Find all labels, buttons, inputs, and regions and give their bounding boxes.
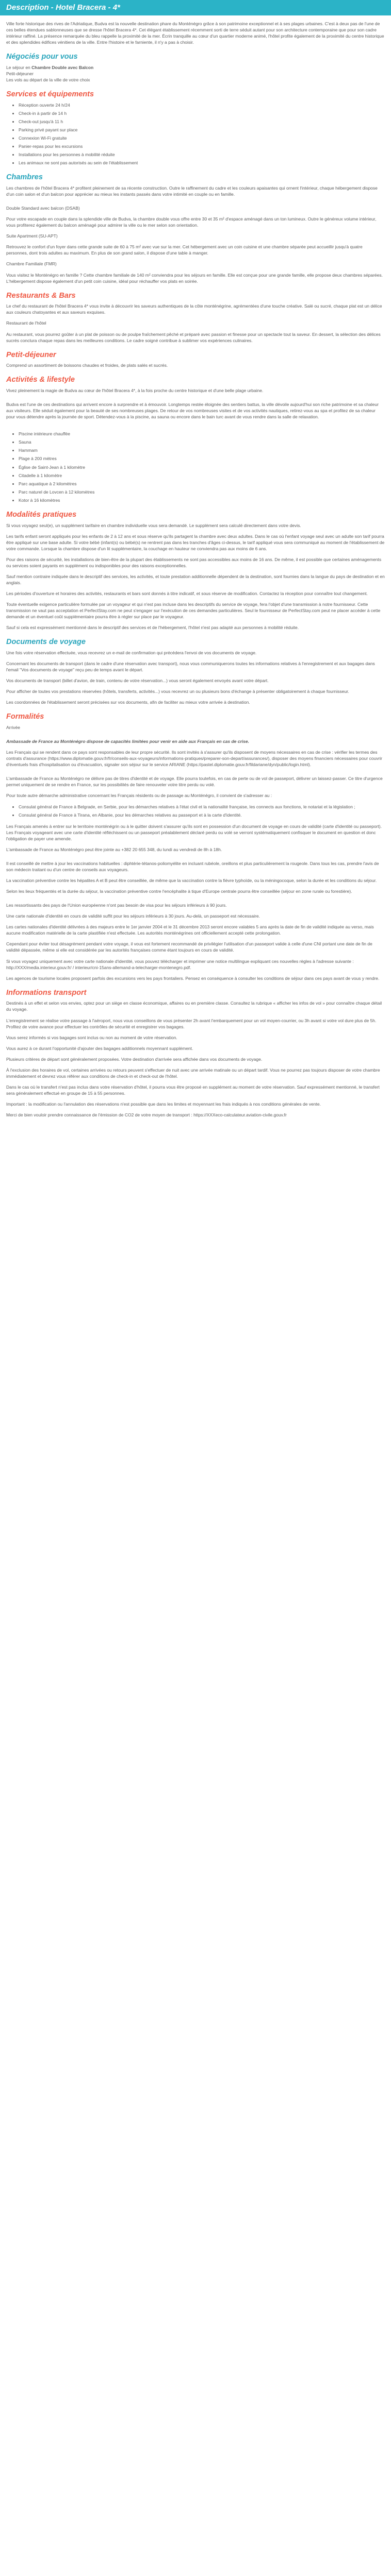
- section-title-negocies: Négociés pour vous: [6, 53, 78, 61]
- modalites-paragraph: Sauf mention contraire indiquée dans le descriptif des services, les activités, et toute prestation additionnelle dépendent de la destination, sont fournies dans la langue du pays de destination et en anglais.: [6, 573, 385, 585]
- activites-paragraph: Vivez pleinement la magie de Budva au cœur de l'hôtel Bracera 4*, à la fois proche du centre historique et d'une belle plage urbaine.: [6, 388, 264, 394]
- list-item: • Piscine intérieure chauffée: [19, 431, 385, 437]
- transport-paragraph: À l'exclusion des horaires de vol, certaines arrivées ou retours peuvent s'effectuer de nuit avec une arrivée matinale ou un départ tardif. Vous ne pourrez pas toujours disposer de votre chambre immédiatement et devrez vous référer aux conditions de check-in et check-out de l'hôtel.: [6, 1067, 380, 1079]
- chambres-paragraph: Retrouvez le confort d'un foyer dans cette grande suite de 60 à 75 m² avec vue sur la mer. Cet hébergement avec un coin cuisine et une chambre séparée peut accueillir jusqu'à quatre personnes, dont trois adultes au maximum. En plus de son grand salon, il dispose d'une table à manger.: [6, 244, 363, 256]
- documents-paragraph: Vos documents de transport (billet d'avion, de train, contenu de votre réservation...) vous seront également envoyés avant votre départ.: [6, 678, 269, 684]
- negocies-block: [6, 64, 385, 83]
- chambres-paragraph: Les chambres de l'hôtel Bracera 4* profitent pleinement de sa récente construction. Outre le raffinement du cadre et les couleurs apaisantes qui ornent l'intérieur, chaque hébergement dispose d'un coin salon et d'un balcon pour apprécier au mieux les instants passés dans votre intimité en couple ou en famille.: [6, 185, 378, 197]
- section-title-modalites: Modalités pratiques: [6, 510, 77, 519]
- list-item: • Kotor à 16 kilomètres: [19, 497, 385, 503]
- activites-paragraph: Budva est l'une de ces destinations qui arrivent encore à surprendre et à émouvoir. Longtemps restée éloignée des sentiers battus, la ville dévoile aujourd'hui son riche patrimoine et sa chaleur aux visiteurs. Elle séduit également pour la beauté de ses nombreuses plages. De retour de vos nombreuses visites et de vos activités nautiques, retirez-vous au spa et profitez de sa chaleur pour vous détendre après la journée de sport. Détendez-vous à la piscine, au sauna ou encore dans le bain turc avant de vous rendre dans la salle de relaxation.: [6, 402, 379, 420]
- formalites-paragraph: La vaccination préventive contre les hépatites A et B peut être conseillée, de même que la vaccination contre la fièvre typhoïde, ou la méningocoque, selon la durée et les conditions du séjour.: [6, 878, 377, 884]
- negocies-line3: Les vols au départ de la ville de votre choix: [6, 77, 90, 83]
- section-title-formalites: Formalités: [6, 713, 44, 721]
- section-title-services: Services et équipements: [6, 90, 94, 99]
- transport-paragraph: Merci de bien vouloir prendre connaissance de l'émission de CO2 de votre moyen de transport : https://XXXeco-calculateur.aviation-civile.gouv.fr: [6, 1112, 287, 1118]
- negocies-line2: Petit-déjeuner: [6, 71, 34, 76]
- formalites-paragraph: Il est conseillé de mettre à jour les vaccinations habituelles : diphtérie-tétanos-poliomyélite en incluant rubéole, oreillons et plus particulièrement la rougeole. Dans tous les cas, prendre l'avis de son médecin traitant ou d'un centre de conseils aux voyageurs.: [6, 860, 379, 872]
- list-item: • Église de Saint-Jean à 1 kilomètre: [19, 464, 385, 470]
- formalites-paragraph: Les Français qui se rendent dans ce pays sont responsables de leur propre sécurité. Ils sont invités à s'assurer qu'ils disposent de moyens nécessaires en cas de crise : vérifier les termes des contrats d'assurance (https://www.diplomatie.gouv.fr/fr/conseils-aux-voyageurs/informations-pratiques/preparer-son-depart/assurances/), disposer des moyens financiers nécessaires pour couvrir d'éventuels frais d'hospitalisation ou d'évacuation, signaler son séjour sur le service ARIANE (https://pastel.diplomatie.gouv.fr/fildariane/dyn/public/login.html).: [6, 750, 383, 768]
- chambres-paragraph: Vous visitez le Monténégro en famille ? Cette chambre familiale de 140 m² conviendra pour les séjours en famille. Elle est conçue pour une grande famille, elle propose deux chambres séparées. L'hébergement dispose également d'un petit coin cuisine, idéal pour réchauffer vos plats en soirée.: [6, 272, 383, 284]
- description-content: [0, 21, 391, 1118]
- section-title-documents: Documents de voyage: [6, 638, 86, 647]
- transport-paragraph: Destinés à un effet et selon vos envies, optez pour un siège en classe économique, affaires ou en première classe. Consultez la rubrique « afficher les infos de vol » pour connaître chaque détail du voyage.: [6, 1001, 382, 1012]
- formalites-paragraph: Cependant pour éviter tout désagrément pendant votre voyage, il vous est fortement recommandé de privilégier l'utilisation d'un passeport valide à celle d'une CNI portant une date de fin de validité dépassée, même si elle est considérée par les autorités françaises comme étant toujours en cours de validité.: [6, 941, 372, 953]
- list-item: • Réception ouverte 24 h/24: [19, 102, 385, 108]
- intro-paragraph: Ville forte historique des rives de l'Adriatique, Budva est la nouvelle destination phare du Monténégro grâce à son patrimoine exceptionnel et à ses plages urbaines. C'est à deux pas de l'une de ces belles étendues sablonneuses que se dresse l'hôtel Bracera 4*. Cet élégant établissement récemment sorti de terre séduit autant pour son architecture contemporaine que pour son cadre intérieur raffiné. La présence remarquée du bleu rappelle la proximité de la mer. Écrin tranquille au cœur d'un quartier moderne animé, l'hôtel profite également de la proximité du centre historique et des splendides édifices vénitiens de la ville. Entre l'histoire et le farniente, il n'y a pas à choisir.: [6, 21, 384, 45]
- transport-paragraph: Important : la modification ou l'annulation des réservations n'est possible que dans les limites et moyennant les frais indiqués à nos conditions générales de vente.: [6, 1101, 321, 1107]
- negocies-room-type: Chambre Double avec Balcon: [31, 64, 94, 70]
- list-item: • Consulat général de France à Belgrade, en Serbie, pour les démarches relatives à l'état civil et la nationalité française, les connects aux fonctions, le notariat et la législation ;: [19, 804, 385, 810]
- list-item: • Parking privé payant sur place: [19, 127, 385, 133]
- page: [0, 0, 391, 1118]
- restaurants-paragraph: Le chef du restaurant de l'hôtel Bracera 4* vous invite à découvrir les saveurs authentiques de la côte monténégrine, agrémentées d'une touche créative. Salé ou sucré, chaque plat est un délice aux couleurs chatoyantes et aux saveurs exquises.: [6, 303, 382, 315]
- documents-paragraph: Une fois votre réservation effectuée, vous recevrez un e-mail de confirmation qui précédera l'envoi de vos documents de voyage.: [6, 650, 257, 655]
- formalites-paragraph: L'ambassade de France au Monténégro peut être jointe au +382 20 655 348, du lundi au vendredi de 8h à 18h.: [6, 846, 222, 852]
- modalites-paragraph: Toute éventuelle exigence particulière formulée par un voyageur et qui n'est pas incluse dans les descriptifs du service de voyage, fera l'objet d'une transmission à notre fournisseur. Cette transmission ne vaut pas acceptation et PerfectStay.com ne peut s'engager sur l'exécution de ces demandes particulières. Seul le fournisseur de PerfectStay.com peut ne placer accéder à cette demande et un éventuel coût supplémentaire pourra être à régler sur place par le voyageur.: [6, 602, 381, 620]
- list-item: • Les animaux ne sont pas autorisés au sein de l'établissement: [19, 160, 385, 166]
- formalites-paragraph: Les agences de tourisme locales proposent parfois des excursions vers les pays frontaliers. Pensez en conséquence à consulter les conditions de séjour dans ces pays avant de vous y rendre.: [6, 975, 380, 981]
- transport-paragraph: L'enregistrement se réalise votre passage à l'aéroport, nous vous conseillons de vous présenter 2h avant l'embarquement pour un vol moyen-courrier, ou 3h avant si votre vol dure plus de 5h. Profitez de votre avance pour effectuer les contrôles de sécurité et enregistrer vos bagages.: [6, 1018, 377, 1029]
- formalites-paragraph: L'ambassade de France au Monténégro ne délivre pas de titres d'identité et de voyage. Elle pourra toutefois, en cas de perte ou de vol de passeport, délivrer un laissez-passer. Ce titre d'urgence permet uniquement de se rendre en France, sur les possibilités de faire renouveler votre titre perdu ou volé.: [6, 776, 383, 788]
- room-name: Chambre Familiale (FMR): [6, 261, 57, 267]
- formalites-paragraph: Si vous voyagez uniquement avec votre carte nationale d'identité, vous pouvez télécharger et imprimer une notice multilingue expliquant ces nouvelles règles à l'adresse suivante : http://XXX/media.interieur.gouv.fr/ / interieur/cni-15ans-allemand-a-telecharger-montenegro.pdf.: [6, 958, 354, 970]
- modalites-paragraph: Si vous voyagez seul(e), un supplément tarifaire en chambre individuelle vous sera demandé. Le supplément sera calculé directement dans votre devis.: [6, 522, 301, 528]
- chambres-paragraph: Pour votre escapade en couple dans la splendide ville de Budva, la chambre double vous offre entre 30 et 35 m² d'espace aménagé dans un ton lumineux. Outre le généreux volume intérieur, vous profiterez également du balcon aménagé pour admirer la ville ou le mer selon son orientation.: [6, 216, 377, 228]
- formalites-paragraph: Une carte nationale d'identité en cours de validité suffit pour les séjours inférieurs à 30 jours. Au-delà, un passeport est nécessaire.: [6, 913, 260, 919]
- formalites-paragraph: Selon les lieux fréquentés et la durée du séjour, la vaccination préventive contre l'encéphalite à tique d'Europe centrale pourra être conseillée (séjour en zone rurale ou forestière).: [6, 889, 352, 894]
- room-name: Suite Apartment (SU-APT): [6, 233, 58, 239]
- list-item: • Sauna: [19, 439, 385, 445]
- transport-paragraph: Vous aurez à ce durant l'opportunité d'ajouter des bagages additionnels moyennant supplément.: [6, 1045, 193, 1051]
- transport-paragraph: Vous serez informés si vos bagages sont inclus ou non au moment de votre réservation.: [6, 1035, 177, 1040]
- list-item: • Plage à 200 mètres: [19, 455, 385, 462]
- formalites-paragraph: Arrivée: [6, 725, 20, 731]
- page-title: Description - Hotel Bracera - 4*: [6, 3, 120, 12]
- list-item: • Parc naturel de Lovcen à 12 kilomètres: [19, 489, 385, 495]
- list-item: • Check-in à partir de 14 h: [19, 110, 385, 116]
- list-item: • Check-out jusqu'à 11 h: [19, 118, 385, 125]
- section-title-restaurants: Restaurants & Bars: [6, 291, 76, 300]
- section-title-chambres: Chambres: [6, 173, 43, 182]
- list-item: • Parc aquatique à 2 kilomètres: [19, 481, 385, 487]
- formalites-paragraph: Les ressortissants des pays de l'Union européenne n'ont pas besoin de visa pour les séjours inférieurs à 90 jours.: [6, 903, 227, 908]
- formalites-paragraph: Ambassade de France au Monténégro dispose de capacités limitées pour venir en aide aux Français en cas de crise.: [6, 739, 249, 744]
- list-item: • Hammam: [19, 447, 385, 453]
- activites-list: [6, 431, 385, 503]
- page-banner: [0, 0, 391, 15]
- modalites-paragraph: Les périodes d'ouverture et horaires des activités, restaurants et bars sont donnés à titre indicatif, et sous réserve de modification. Contactez la réception pour connaître tout changement.: [6, 591, 368, 597]
- services-list: [6, 102, 385, 166]
- section-title-petit-dejeuner: Petit-déjeuner: [6, 350, 56, 359]
- modalites-paragraph: Pour des raisons de sécurité, les installations de bien-être de la plupart des établissements ne sont pas accessibles aux moins de 16 ans. De même, il est possible que certaines aménagements ou services soient payants en supplément ou indisponibles pour des raisons exceptionnelles.: [6, 556, 382, 568]
- formalites-list: [6, 804, 385, 818]
- list-item: • Connexion Wi-Fi gratuite: [19, 135, 385, 141]
- list-item: • Citadelle à 1 kilomètre: [19, 472, 385, 479]
- formalites-paragraph: Pour toute autre démarche administrative concernant les Français résidents ou de passage au Monténégro, il convient de s'adresser au :: [6, 793, 272, 799]
- documents-paragraph: Concernant les documents de transport (dans le cadre d'une réservation avec transport), nous vous communiquerons toutes les informations relatives à l'enregistrement et aux bagages dans l'email "Vos documents de voyage" reçu peu de temps avant le départ.: [6, 661, 375, 673]
- documents-paragraph: Pour afficher de toutes vos prestations réservées (hôtels, transferts, activités...) vous recevrez un ou plusieurs bons d'échange à présenter obligatoirement à chaque fournisseur.: [6, 689, 349, 694]
- section-title-activites: Activités & lifestyle: [6, 376, 75, 384]
- list-item: • Consulat général de France à Tirana, en Albanie, pour les démarches relatives au passeport et à la carte d'identité.: [19, 812, 385, 818]
- documents-paragraph: Les coordonnées de l'établissement seront précisées sur vos documents, afin de faciliter au mieux votre arrivée à destination.: [6, 700, 250, 705]
- petit-dejeuner-paragraph: Comprend un assortiment de boissons chaudes et froides, de plats salés et sucrés.: [6, 363, 168, 368]
- modalites-paragraph: Sauf si cela est expressément mentionné dans le descriptif des services et de l'hébergement, l'hôtel n'est pas adapté aux personnes à mobilité réduite.: [6, 625, 299, 631]
- list-item: • Panier-repas pour les excursions: [19, 143, 385, 149]
- formalites-paragraph: Les Français amenés à entrer sur le territoire monténégrin ou à le quitter doivent s'assurer qu'ils sont en possession d'un document de voyage en cours de validité (carte d'identité ou passeport). Les Français voyageant avec une carte d'identité réfléchissent ou un passeport préalablement déclaré perdu ou volé se verront systématiquement confisquer le document en question et donc l'obligation de payer une amende.: [6, 823, 382, 841]
- negocies-line1-prefix: Le séjour en: [6, 64, 30, 70]
- section-title-transport: Informations transport: [6, 988, 87, 997]
- restaurant-name: Restaurant de l'hôtel: [6, 320, 46, 326]
- restaurants-paragraph: Au restaurant, vous pourrez goûter à un plat de poisson ou de poulpe fraîchement pêché et préparé avec passion et finesse pour un spectacle tout la saveur. En dessert, la sélection des délices sucrés conclura chaque repas dans les meilleures conditions. Le cadre soigné contribue à sublimer vos expériences culinaires.: [6, 331, 381, 343]
- list-item: • Installations pour les personnes à mobilité réduite: [19, 151, 385, 158]
- room-name: Double Standard avec balcon (DSAB): [6, 206, 80, 211]
- modalites-paragraph: Les tarifs enfant seront appliqués pour les enfants de 2 à 12 ans et sous réserve qu'ils partagent la chambre avec deux adultes. Dans le cas où l'enfant voyage seul avec un adulte son tarif pourra être appliqué sur une base adulte. Si votre bébé (infant(s) ou bébé(s) ne rentrent pas dans les tranches d'âges ci-dessus, le tarif appliqué vous sera communiqué au moment de l'établissement de votre commande. Lorsque la chambre dispose d'un lit supplémentaire, la couchage en hauteur ne conviendra pas aux moins de 6 ans.: [6, 533, 385, 551]
- transport-paragraph: Dans le cas où le transfert n'est pas inclus dans votre réservation d'hôtel, il pourra vous être proposé en supplément au moment de votre réservation. Sauf expressément mentionné, le transfert sera généralement effectué en groupe de 15 à 55 personnes.: [6, 1084, 380, 1096]
- transport-paragraph: Plusieurs critères de départ sont généralement proposées. Votre destination d'arrivée sera affichée dans vos documents de voyage.: [6, 1056, 263, 1062]
- formalites-paragraph: Les cartes nationales d'identité délivrées à des majeurs entre le 1er janvier 2004 et le 31 décembre 2013 seront encore valables 5 ans après la date de fin de validité indiquée au verso, mais aucune modification matérielle de la carte plastifiée n'est effectuée. Les autorités monténégrines ont officiellement accepté cette prolongation.: [6, 924, 374, 936]
